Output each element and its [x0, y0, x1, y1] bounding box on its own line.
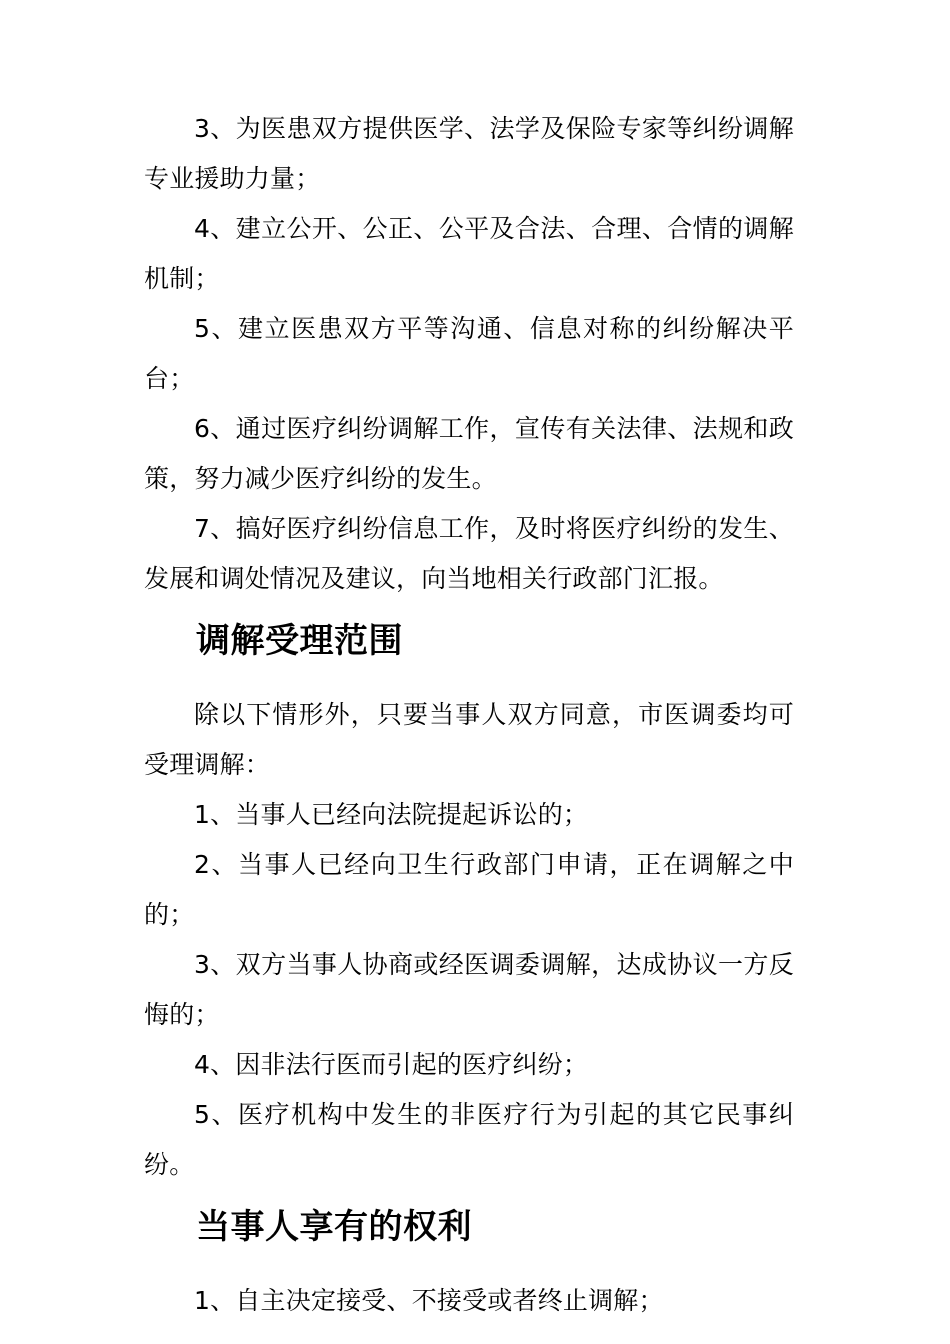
rights-item-1: 1、自主决定接受、不接受或者终止调解；	[194, 1286, 664, 1315]
scope-item-4: 4、因非法行医而引起的医疗纠纷；	[194, 1050, 589, 1079]
section-heading-scope: 调解受理范围	[196, 621, 403, 661]
spacer	[144, 678, 794, 690]
document-content	[144, 104, 794, 1326]
duty-item-7: 7、搞好医疗纠纷信息工作，及时将医疗纠纷的发生、发展和调处情况及建议，向当地相关行政部门汇报。	[144, 514, 794, 593]
scope-item-3: 3、双方当事人协商或经医调委调解，达成协议一方反悔的；	[144, 950, 794, 1029]
scope-item-2: 2、当事人已经向卫生行政部门申请，正在调解之中的；	[144, 850, 794, 929]
spacer	[144, 1264, 794, 1276]
duty-item-5: 5、建立医患双方平等沟通、信息对称的纠纷解决平台；	[144, 314, 794, 393]
duty-item-4: 4、建立公开、公正、公平及合法、合理、合情的调解机制；	[144, 214, 794, 293]
scope-item-5: 5、医疗机构中发生的非医疗行为引起的其它民事纠纷。	[144, 1100, 794, 1179]
scope-item-1: 1、当事人已经向法院提起诉讼的；	[194, 800, 589, 829]
section-heading-rights: 当事人享有的权利	[196, 1207, 472, 1247]
duty-item-6: 6、通过医疗纠纷调解工作，宣传有关法律、法规和政策，努力减少医疗纠纷的发生。	[144, 414, 794, 493]
scope-intro: 除以下情形外，只要当事人双方同意，市医调委均可受理调解：	[144, 700, 794, 779]
duty-item-3: 3、为医患双方提供医学、法学及保险专家等纠纷调解专业援助力量；	[144, 114, 794, 193]
